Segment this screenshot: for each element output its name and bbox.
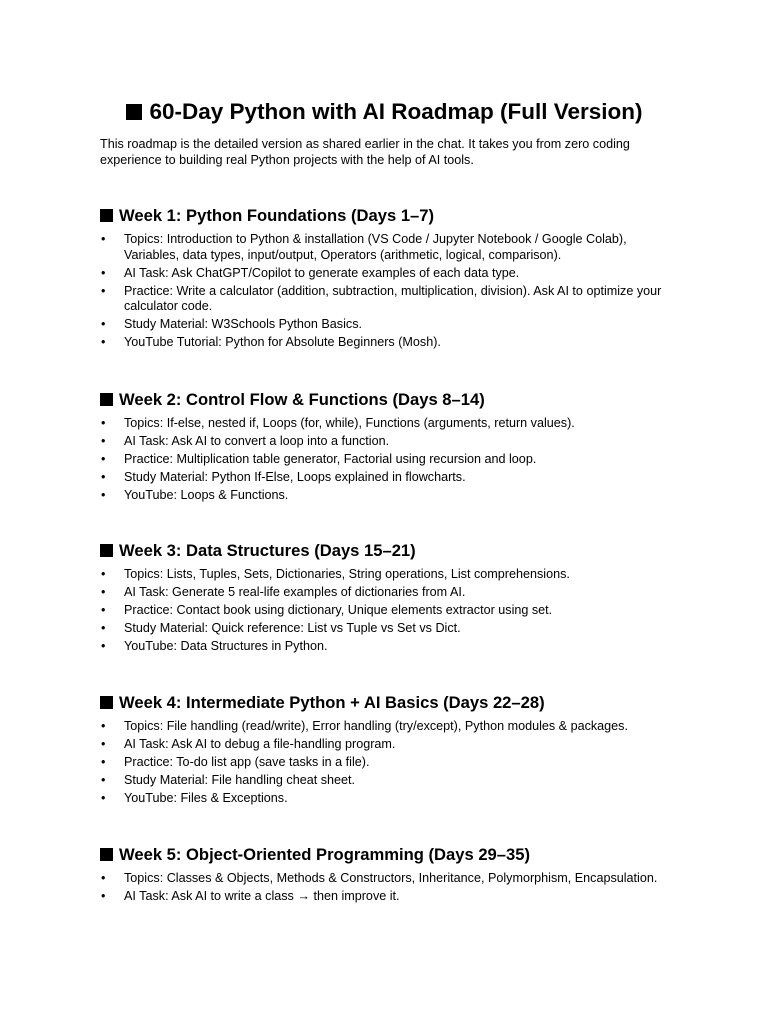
list-item: • Topics: If-else, nested if, Loops (for, while), Functions (arguments, return values).	[101, 416, 575, 430]
week-3-section	[100, 541, 680, 657]
bullet-icon: •	[101, 621, 106, 635]
list-item: • AI Task: Ask ChatGPT/Copilot to generate examples of each data type.	[101, 265, 520, 280]
bullet-icon: •	[101, 232, 106, 246]
week-2-list	[100, 416, 680, 504]
list-item: • Topics: Classes & Objects, Methods & Constructors, Inheritance, Polymorphism, Encapsulation.	[101, 871, 658, 885]
black-square-icon	[126, 104, 142, 120]
black-square-icon	[100, 696, 113, 709]
week-1-list	[100, 232, 680, 351]
list-item: • YouTube Tutorial: Python for Absolute Beginners (Mosh).	[101, 335, 441, 349]
list-item: • Practice: To-do list app (save tasks in a file).	[101, 755, 370, 769]
list-item: • Practice: Write a calculator (addition, subtraction, multiplication, division). Ask AI to optimize your calculator code.	[101, 283, 662, 313]
list-item: • Practice: Multiplication table generator, Factorial using recursion and loop.	[101, 452, 537, 466]
week-3-heading-text: Week 3: Data Structures (Days 15–21)	[119, 541, 416, 560]
week-3-heading	[100, 541, 680, 561]
week-5-list	[100, 871, 680, 905]
week-5-heading	[100, 845, 680, 865]
page-title-text: 60-Day Python with AI Roadmap (Full Version)	[149, 99, 643, 124]
black-square-icon	[100, 544, 113, 557]
list-item: • Study Material: Quick reference: List vs Tuple vs Set vs Dict.	[101, 621, 461, 635]
list-item: • Practice: Contact book using dictionary, Unique elements extractor using set.	[101, 603, 553, 617]
list-item: • YouTube: Data Structures in Python.	[101, 639, 328, 653]
bullet-icon: •	[101, 567, 106, 581]
week-2-heading	[100, 390, 680, 410]
week-4-heading-text: Week 4: Intermediate Python + AI Basics (Days 22–28)	[119, 693, 545, 712]
list-item: • Study Material: Python If-Else, Loops explained in flowcharts.	[101, 470, 466, 484]
bullet-icon: •	[101, 488, 106, 502]
bullet-icon: •	[101, 773, 106, 787]
week-4-list	[100, 719, 680, 807]
bullet-icon: •	[101, 603, 106, 617]
bullet-icon: •	[101, 452, 106, 466]
bullet-icon: •	[101, 719, 106, 733]
black-square-icon	[100, 209, 113, 222]
list-item: • AI Task: Ask AI to convert a loop into a function.	[101, 434, 390, 448]
bullet-icon: •	[101, 755, 106, 769]
week-2-heading-text: Week 2: Control Flow & Functions (Days 8–14)	[119, 390, 485, 409]
bullet-icon: •	[101, 416, 106, 430]
list-item: • AI Task: Ask AI to debug a file-handling program.	[101, 737, 396, 751]
intro-paragraph: This roadmap is the detailed version as shared earlier in the chat. It takes you from zero coding experience to building real Python projects with the help of AI tools.	[100, 137, 630, 167]
bullet-icon: •	[101, 434, 106, 448]
week-1-heading	[100, 206, 680, 226]
week-5-heading-text: Week 5: Object-Oriented Programming (Days 29–35)	[119, 845, 530, 864]
list-item: • Topics: File handling (read/write), Error handling (try/except), Python modules & packages.	[101, 719, 628, 733]
list-item: • YouTube: Loops & Functions.	[101, 488, 289, 502]
bullet-icon: •	[101, 871, 106, 885]
bullet-icon: •	[101, 265, 106, 280]
bullet-icon: •	[101, 317, 106, 331]
black-square-icon	[100, 393, 113, 406]
bullet-icon: •	[101, 889, 106, 903]
bullet-icon: •	[101, 791, 106, 805]
list-item: • YouTube: Files & Exceptions.	[101, 791, 288, 805]
page-title	[0, 98, 768, 126]
bullet-icon: •	[101, 470, 106, 484]
week-2-section	[100, 390, 680, 506]
list-item: • Topics: Lists, Tuples, Sets, Dictionaries, String operations, List comprehensions.	[101, 567, 570, 581]
bullet-icon: •	[101, 335, 106, 349]
list-item: • AI Task: Generate 5 real-life examples of dictionaries from AI.	[101, 585, 466, 599]
list-item: • Study Material: File handling cheat sheet.	[101, 773, 356, 787]
black-square-icon	[100, 848, 113, 861]
bullet-icon: •	[101, 737, 106, 751]
list-item: • Topics: Introduction to Python & installation (VS Code / Jupyter Notebook / Google Colab), Variables, data types, input/output, Operators (arithmetic, logical, comparison).	[101, 232, 627, 262]
bullet-icon: •	[101, 283, 106, 298]
week-1-heading-text: Week 1: Python Foundations (Days 1–7)	[119, 206, 435, 225]
week-5-section	[100, 845, 680, 907]
list-item: • Study Material: W3Schools Python Basics.	[101, 317, 362, 331]
bullet-icon: •	[101, 585, 106, 599]
list-item: • AI Task: Ask AI to write a class → then improve it.	[101, 889, 400, 903]
bullet-icon: •	[101, 639, 106, 653]
week-4-heading	[100, 693, 680, 713]
week-1-section	[100, 206, 680, 353]
week-3-list	[100, 567, 680, 655]
week-4-section	[100, 693, 680, 809]
